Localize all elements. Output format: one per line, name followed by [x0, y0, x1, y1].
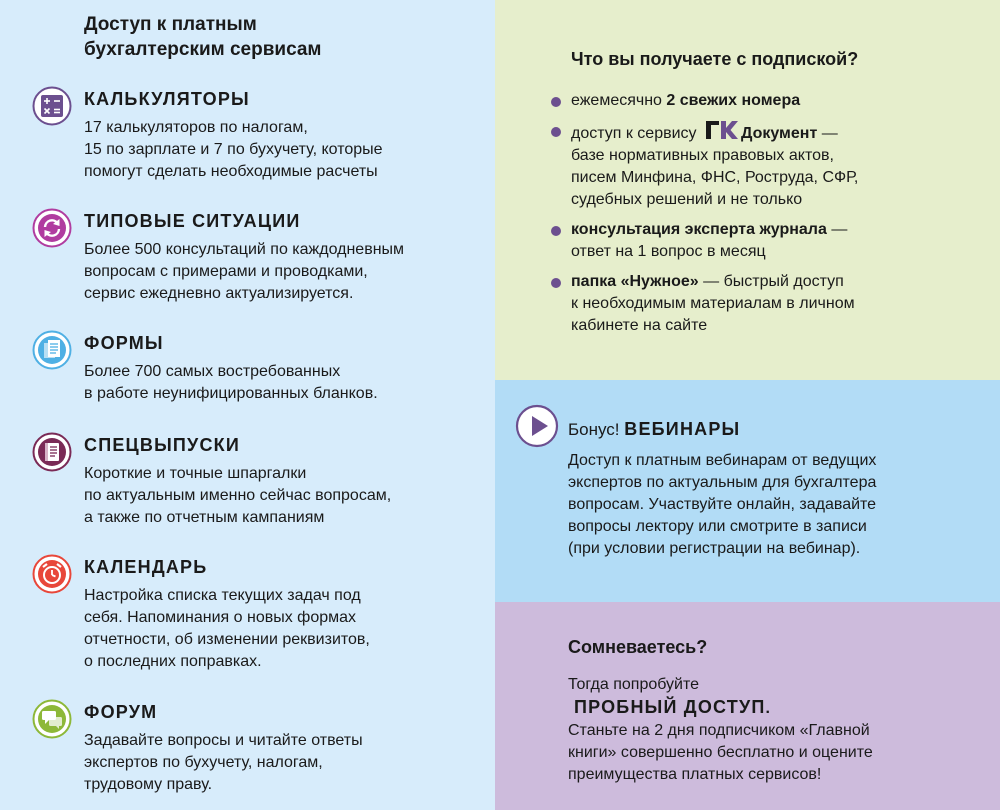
trial-description: Тогда попробуйте ПРОБНЫЙ ДОСТУП. Станьте на 2 дня подписчиком «Главной книги» совершенно бесплатно и оцените преимущества платных сервисов! [568, 676, 873, 783]
trial-title: Сомневаетесь? [568, 637, 708, 657]
service-description: 17 калькуляторов по налогам, 15 по зарплате и 7 по бухучету, которые помогут сделать необходимые расчеты [84, 119, 383, 180]
service-name: ФОРУМ [84, 702, 158, 722]
trial-panel [495, 602, 1000, 810]
services-panel [0, 0, 495, 810]
service-description: Задавайте вопросы и читайте ответы экспертов по бухучету, налогам, трудовому праву. [84, 732, 363, 793]
service-description: Более 700 самых востребованных в работе неунифицированных бланков. [84, 363, 378, 402]
benefits-list [551, 90, 991, 345]
subscription-panel [495, 0, 1000, 380]
trial-access-label: ПРОБНЫЙ ДОСТУП [574, 697, 766, 717]
page-title: Доступ к платным бухгалтерским сервисам [84, 14, 322, 60]
book-icon [32, 432, 72, 472]
bonus-title: Бонус! ВЕБИНАРЫ [568, 419, 741, 439]
bonus-description: Доступ к платным вебинарам от ведущих экспертов по актуальным для бухгалтера вопросам. Участвуйте онлайн, задавайте вопросы лектору или смотрите в записи (при условии регистрации на вебинар). [568, 452, 877, 557]
calculator-icon [32, 86, 72, 126]
service-name: ФОРМЫ [84, 333, 164, 353]
alarm-clock-icon [32, 554, 72, 594]
benefit-item-consultation: консультация эксперта журнала — ответ на 1 вопрос в месяц [551, 219, 991, 263]
documents-icon [32, 330, 72, 370]
service-name: КАЛЬКУЛЯТОРЫ [84, 89, 250, 109]
refresh-icon [32, 208, 72, 248]
service-description: Настройка списка текущих задач под себя. Напоминания о новых формах отчетности, об изменении реквизитов, о последних поправках. [84, 587, 370, 670]
service-name: КАЛЕНДАРЬ [84, 557, 208, 577]
service-name: СПЕЦВЫПУСКИ [84, 435, 240, 455]
subscription-title: Что вы получаете с подпиской? [571, 49, 859, 69]
gk-logo-icon [705, 120, 739, 140]
benefit-item-folder: папка «Нужное» — быстрый доступ к необходимым материалам в личном кабинете на сайте [551, 271, 991, 337]
service-name: ТИПОВЫЕ СИТУАЦИИ [84, 211, 301, 231]
bonus-panel [495, 380, 1000, 602]
service-description: Короткие и точные шпаргалки по актуальным именно сейчас вопросам, а также по отчетным кампаниям [84, 465, 392, 526]
service-description: Более 500 консультаций по каждодневным вопросам с примерами и проводками, сервис ежедневно актуализируется. [84, 241, 405, 302]
chat-bubbles-icon [32, 699, 72, 739]
play-icon [515, 404, 559, 448]
benefit-item-document-service: доступ к сервису Документ — базе нормативных правовых актов, писем Минфина, ФНС, Роструда, СФР, судебных решений и не только [551, 120, 991, 211]
benefit-item-issues: ежемесячно 2 свежих номера [551, 90, 991, 112]
